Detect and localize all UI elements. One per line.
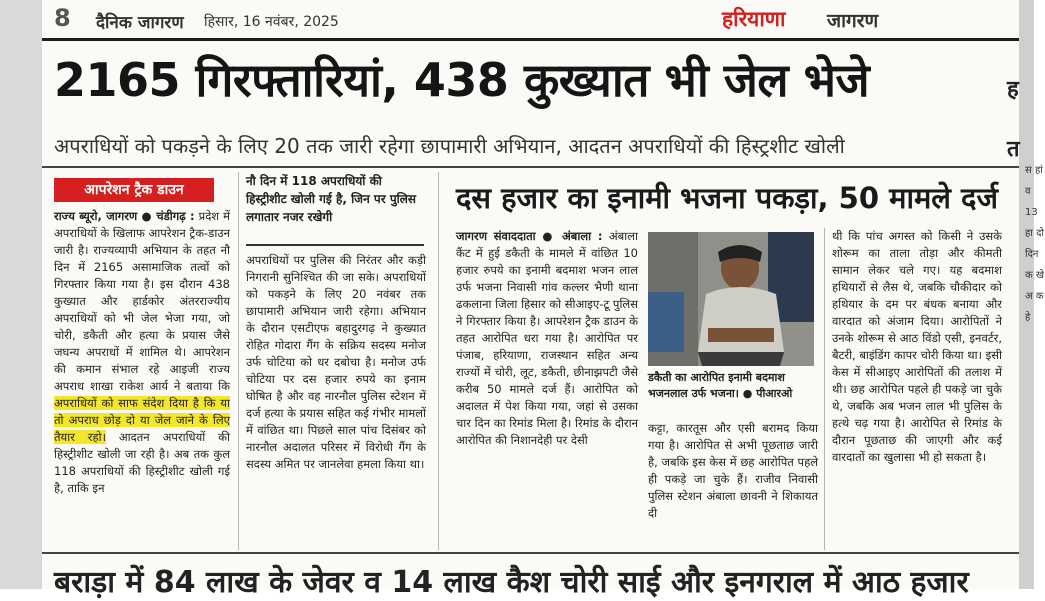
story1-text-a: प्रदेश में अपराधियों के खिलाफ आपरेशन ट्रैक-डाउन जारी है। राज्यव्यापी अभियान के तहत नौ दिन में 2165 असामाजिक तत्वों को गिरफ्तार किया गया है। इस दौरान 438 कुख्यात और हार्डकोर अंतरराज्यीय अपराधियों को भी जेल भेजा गया, जो चोरी, डकैती और हत्या के प्रयास जैसे जघन्य अपराधों में शामिल थे। आपरेशन की कमान संभाल रहे आइजी राज्य अपराध शाखा राकेश आर्य ने बताया कि <box>54 209 231 393</box>
adjacent-page-fragment: ह त <box>1007 77 1020 162</box>
story1-column2 <box>246 252 426 473</box>
sub-headline: अपराधियों को पकड़ने के लिए 20 तक जारी रहेगा छापामारी अभियान, आदतन अपराधियों की हिस्ट्रशीट खोली <box>54 134 845 158</box>
left-margin <box>0 0 42 589</box>
masthead-brand: दैनिक जागरण <box>96 13 184 33</box>
accused-photo <box>648 232 814 366</box>
callout-box: नौ दिन में 118 अपराधियों की हिस्ट्रीशीट खोली गई है, जिन पर पुलिस लगातार नजर रखेगी <box>246 174 417 224</box>
column-divider <box>824 228 825 550</box>
column-divider <box>238 172 239 550</box>
story2-column2 <box>648 420 818 522</box>
page-number: 8 <box>54 4 71 32</box>
highlighted-quote: अपराधियों को साफ संदेश दिया है कि या तो अपराध छोड़ दो या जेल जाने के लिए तैयार रहो। <box>54 396 230 444</box>
edition-date: हिसार, 16 नवंबर, 2025 <box>204 14 339 30</box>
subhead-rule <box>42 166 1019 168</box>
main-headline: 2165 गिरफ्तारियां, 438 कुख्यात भी जेल भेजे <box>54 53 870 107</box>
story2-column2-text: कट्टा, कारतूस और एसी बरामद किया गया है। आरोपित से अभी पूछताछ जारी है, जबकि इस केस में छह आरोपित पहले ही पकड़े जा चुके हैं। राजीव निवासी पुलिस स्टेशन अंबाला छावनी ने शिकायत दी <box>648 421 818 520</box>
section-name-dark: जागरण <box>827 10 879 32</box>
story2-column1 <box>456 228 638 449</box>
column-divider <box>438 172 439 550</box>
page-header <box>42 0 1019 40</box>
next-headlines-strip: बराड़ा में 84 लाख के जेवर व 14 लाख कैश चोरी साई और इनगराल में आठ हजार <box>54 565 969 600</box>
newspaper-page <box>42 0 1045 600</box>
header-rule <box>42 38 1019 41</box>
story1-column2-text: अपराधियों पर पुलिस की निरंतर और कड़ी निगरानी सुनिश्चित की जा सके। अपराधियों को पकड़ने के लिए 20 नवंबर तक छापामारी अभियान जारी रहेगा। अभियान के दौरान एसटीएफ बहादुरगढ़ ने कुख्यात रोहित गोदारा गैंग के सक्रिय सदस्य मनोज उर्फ चोटिया को धर दबोचा है। मनोज उर्फ चोटिया पर दस हजार रुपये का इनाम घोषित है और वह नारनौल पुलिस स्टेशन में दर्ज हत्या के प्रयास सहित कई गंभीर मामलों में वांछित था। पिछले साल पांच दिसंबर को नारनौल अदालत परिसर में विरोधी गैंग के सदस्य अमित पर जानलेवा हमला किया था। <box>246 253 426 471</box>
story2-column1-text: अंबाला कैंट में हुई डकैती के मामले में वांछित 10 हजार रुपये का इनामी बदमाश भजन लाल उर्फ भजना निवासी गांव कल्लर भैणी थाना ढकलाना जिला हिसार को सीआइए-टू पुलिस ने गिरफ्तार किया है। आपरेशन ट्रैक डाउन के तहत आरोपित धरा गया है। आरोपित पर पंजाब, हरियाणा, राजस्थान सहित अन्य राज्यों में चोरी, लूट, डकैती, छीनाझपटी जैसे करीब 50 मामले दर्ज हैं। आरोपित को अदालत में पेश किया गया, जहां से उसका चार दिन का रिमांड मिला है। रिमांड के दौरान आरोपित की निशानदेही पर देसी <box>456 229 638 447</box>
adjacent-page-text: स हां व 13 हा दो दिन क खे अ क हे <box>1025 165 1045 323</box>
photo-illustration <box>648 232 814 366</box>
section-badge: आपरेशन ट्रैक डाउन <box>54 178 214 202</box>
story1-text-b: आदतन अपराधियों की हिस्ट्रीशीट खोली जा रही है। अब तक कुल 118 अपराधियों की हिस्ट्रीशीट खोली गई है, ताकि इन <box>54 430 230 495</box>
story2-byline: जागरण संवाददाता ● अंबाला : <box>456 229 603 243</box>
footer-rule <box>42 552 1019 554</box>
story2-column3 <box>832 228 1002 466</box>
section-name-red: हरियाणा <box>722 7 786 31</box>
photo-caption: डकैती का आरोपित इनामी बदमाश भजनलाल उर्फ भजना। ● पीआरओ <box>648 371 793 400</box>
story2-headline: दस हजार का इनामी भजना पकड़ा, 50 मामले दर्ज <box>456 181 998 215</box>
story1-column1 <box>54 208 230 497</box>
story1-byline: राज्य ब्यूरो, जागरण ● चंडीगढ़ : <box>54 209 195 223</box>
callout-rule <box>246 244 424 246</box>
story2-column3-text: थी कि पांच अगस्त को किसी ने उसके शोरूम का ताला तोड़ा और कीमती सामान लेकर चले गए। यह बदमाश हथियारों से लैस थे, जबकि चौकीदार को हथियार के दम पर बंधक बनाया और वारदात को अंजाम दिया। आरोपितों ने उनके शोरूम से आठ विंडो एसी, इनवर्टर, बैटरी, बाइंडिंग कापर चोरी किया था। इसी केस में सीआइए आरोपितों की तलाश में थी। छह आरोपित पहले ही पकड़े जा चुके थे, जबकि अब भजन लाल भी पुलिस के हत्थे चढ़ गया है। आरोपित से रिमांड के दौरान पूछताछ की जाएगी और कई वारदातों का खुलासा भी हो सकता है। <box>832 229 1002 464</box>
